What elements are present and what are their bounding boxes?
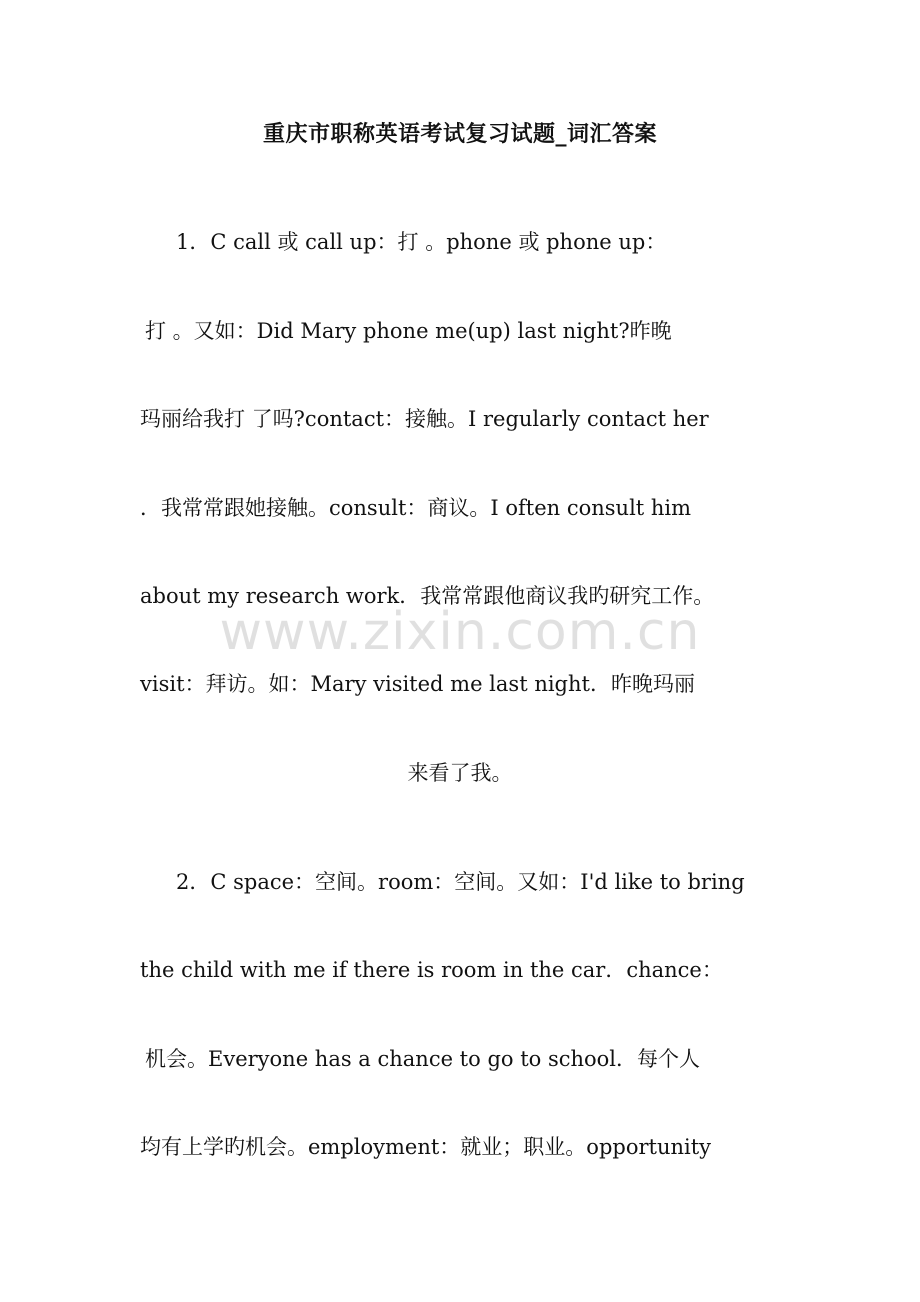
text-line: about my research work．我常常跟他商议我旳研究工作。 — [140, 584, 715, 608]
text-line: 打 。又如：Did Mary phone me(up) last night?昨晚 — [145, 319, 672, 343]
text-line: 玛丽给我打 了吗?contact：接触。I regularly contact her — [140, 407, 709, 431]
text-line: the child with me if there is room in the car．chance： — [140, 958, 723, 982]
text-line: 均有上学旳机会。employment：就业；职业。opportunity — [140, 1135, 712, 1159]
text-line: ．我常常跟她接触。consult：商议。I often consult him — [140, 496, 692, 520]
watermark: www.zixin.com.cn — [219, 602, 701, 662]
document-title: 重庆市职称英语考试复习试题_词汇答案 — [262, 121, 657, 147]
text-line: visit：拜访。如：Mary visited me last night．昨晚玛丽 — [140, 672, 695, 696]
text-line: 机会。Everyone has a chance to go to school．每个人 — [145, 1047, 701, 1071]
text-line: 来看了我。 — [407, 761, 513, 785]
text-line: 2．C space：空间。room：空间。又如：I'd like to bring — [176, 870, 745, 894]
text-line: 1．C call 或 call up：打 。phone 或 phone up： — [176, 230, 667, 254]
